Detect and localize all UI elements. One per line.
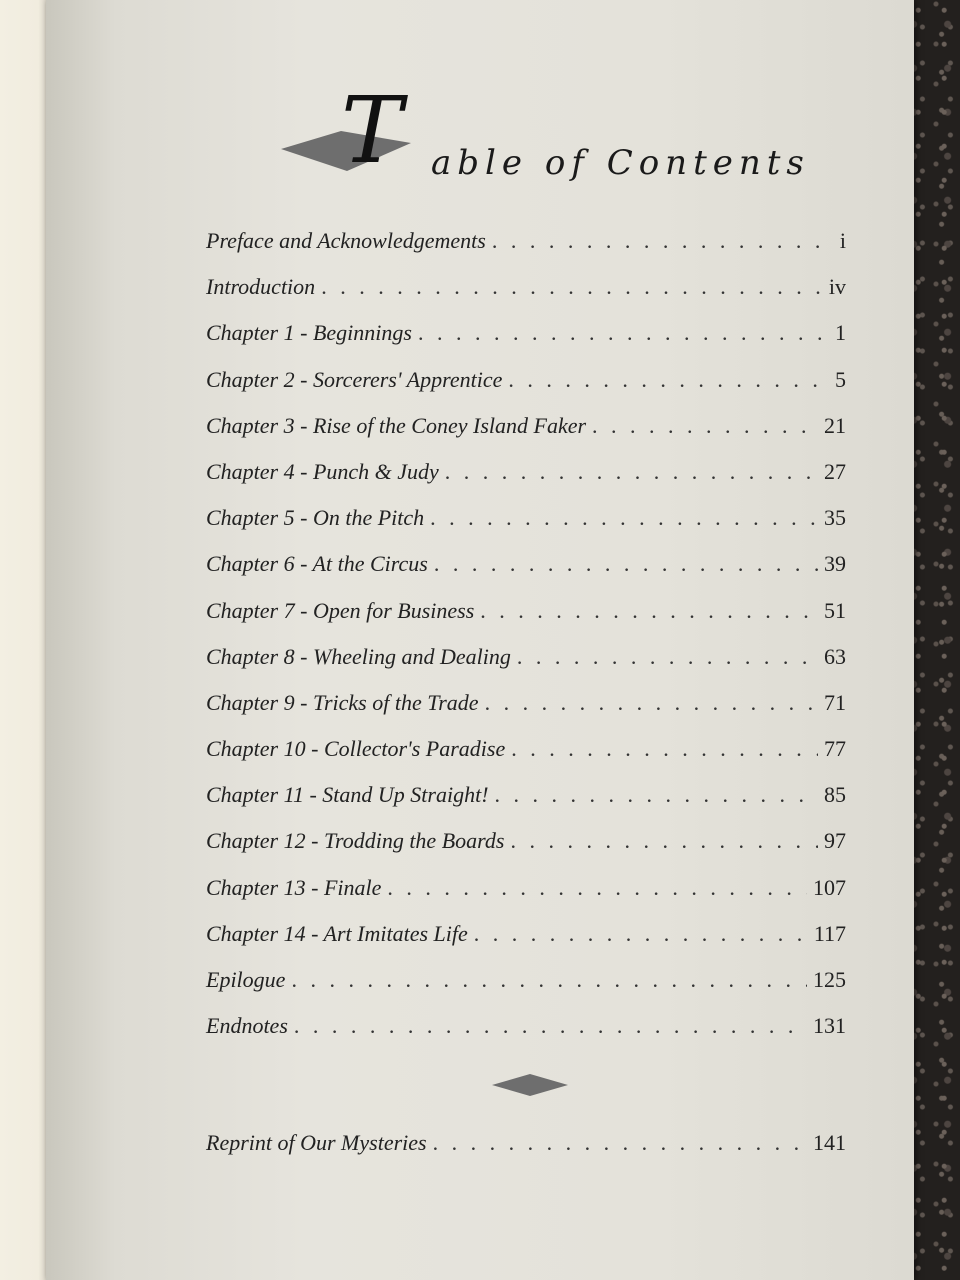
page-title <box>281 77 810 195</box>
toc-entry-page-number: 71 <box>824 689 846 715</box>
toc-entry <box>206 367 846 413</box>
dot-leader <box>433 1130 807 1156</box>
dot-leader <box>430 505 818 531</box>
toc-entry <box>206 228 846 274</box>
toc-entry-page-number: 131 <box>813 1013 846 1039</box>
toc-entry <box>206 413 846 459</box>
toc-appendix-list <box>206 1130 846 1176</box>
toc-entry <box>206 1013 846 1059</box>
toc-entry-page-number: 35 <box>824 505 846 531</box>
toc-entry <box>206 274 846 320</box>
toc-entry-title: Chapter 2 - Sorcerers' Apprentice <box>206 366 503 392</box>
toc-entry-title: Introduction <box>206 274 316 300</box>
toc-entry-title: Chapter 10 - Collector's Paradise <box>206 736 506 762</box>
toc-entry-page-number: iv <box>828 274 846 300</box>
dot-leader <box>291 967 807 993</box>
toc-entry-page-number: 21 <box>824 412 846 438</box>
toc-list <box>206 228 846 1059</box>
toc-entry-title: Chapter 7 - Open for Business <box>206 597 475 623</box>
toc-entry-page-number: 107 <box>813 874 846 900</box>
dot-leader <box>321 274 823 300</box>
dot-leader <box>510 828 818 854</box>
toc-entry <box>206 598 846 644</box>
facing-page <box>0 0 48 1280</box>
toc-entry <box>206 690 846 736</box>
toc-entry-page-number: 5 <box>835 366 846 392</box>
toc-entry-title: Chapter 5 - On the Pitch <box>206 505 425 531</box>
toc-entry <box>206 828 846 874</box>
dot-leader <box>485 690 818 716</box>
toc-entry-title: Preface and Acknowledgements <box>206 228 486 253</box>
toc-entry <box>206 320 846 366</box>
dot-leader <box>434 551 818 577</box>
toc-entry-title: Chapter 6 - At the Circus <box>206 551 428 577</box>
dot-leader <box>592 413 818 439</box>
toc-entry-page-number: 39 <box>824 551 846 577</box>
toc-entry <box>206 505 846 551</box>
toc-entry-page-number: 77 <box>824 736 846 762</box>
toc-entry-page-number: 63 <box>824 643 846 669</box>
dot-leader <box>474 921 808 947</box>
toc-entry-title: Chapter 13 - Finale <box>206 874 382 900</box>
toc-entry-title: Chapter 9 - Tricks of the Trade <box>206 689 479 715</box>
toc-entry-page-number: 125 <box>813 967 846 992</box>
toc-entry-title: Chapter 14 - Art Imitates Life <box>206 920 468 946</box>
toc-entry <box>206 551 846 597</box>
toc-entry-page-number: 97 <box>824 828 846 854</box>
toc-entry-title: Chapter 12 - Trodding the Boards <box>206 828 505 854</box>
toc-entry-title: Chapter 4 - Punch & Judy <box>206 458 439 484</box>
toc-entry <box>206 782 846 828</box>
dot-leader <box>445 459 818 485</box>
toc-entry-title: Endnotes <box>206 1013 288 1039</box>
toc-entry-page-number: 117 <box>813 920 846 946</box>
title-initial: T <box>341 77 403 184</box>
toc-entry-title: Reprint of Our Mysteries <box>206 1130 427 1155</box>
toc-entry-title: Chapter 1 - Beginnings <box>206 320 412 346</box>
toc-entry-title: Chapter 8 - Wheeling and Dealing <box>206 643 511 669</box>
dot-leader <box>508 367 829 393</box>
title-text: able of Contents <box>431 143 810 183</box>
toc-entry-page-number: 1 <box>835 320 846 346</box>
toc-entry <box>206 921 846 967</box>
toc-entry-title: Chapter 11 - Stand Up Straight! <box>206 782 489 808</box>
dot-leader <box>492 228 834 254</box>
toc-entry <box>206 459 846 505</box>
toc-entry <box>206 875 846 921</box>
dot-leader <box>495 782 818 808</box>
dot-leader <box>387 875 807 901</box>
dot-leader <box>511 736 818 762</box>
toc-entry <box>206 644 846 690</box>
toc-entry <box>206 967 846 1013</box>
toc-entry-page-number: i <box>839 228 846 253</box>
diamond-divider-icon <box>492 1074 568 1096</box>
dot-leader <box>517 644 818 670</box>
toc-entry-page-number: 51 <box>824 597 846 623</box>
dot-leader <box>294 1013 807 1039</box>
dot-leader <box>418 320 829 346</box>
toc-entry-page-number: 85 <box>824 782 846 808</box>
toc-entry <box>206 1130 846 1176</box>
toc-entry <box>206 736 846 782</box>
toc-entry-title: Epilogue <box>206 967 286 992</box>
toc-entry-page-number: 27 <box>824 458 846 484</box>
toc-entry-page-number: 141 <box>813 1130 846 1155</box>
dot-leader <box>480 598 818 624</box>
book-page <box>46 0 914 1280</box>
toc-entry-title: Chapter 3 - Rise of the Coney Island Faker <box>206 412 587 438</box>
